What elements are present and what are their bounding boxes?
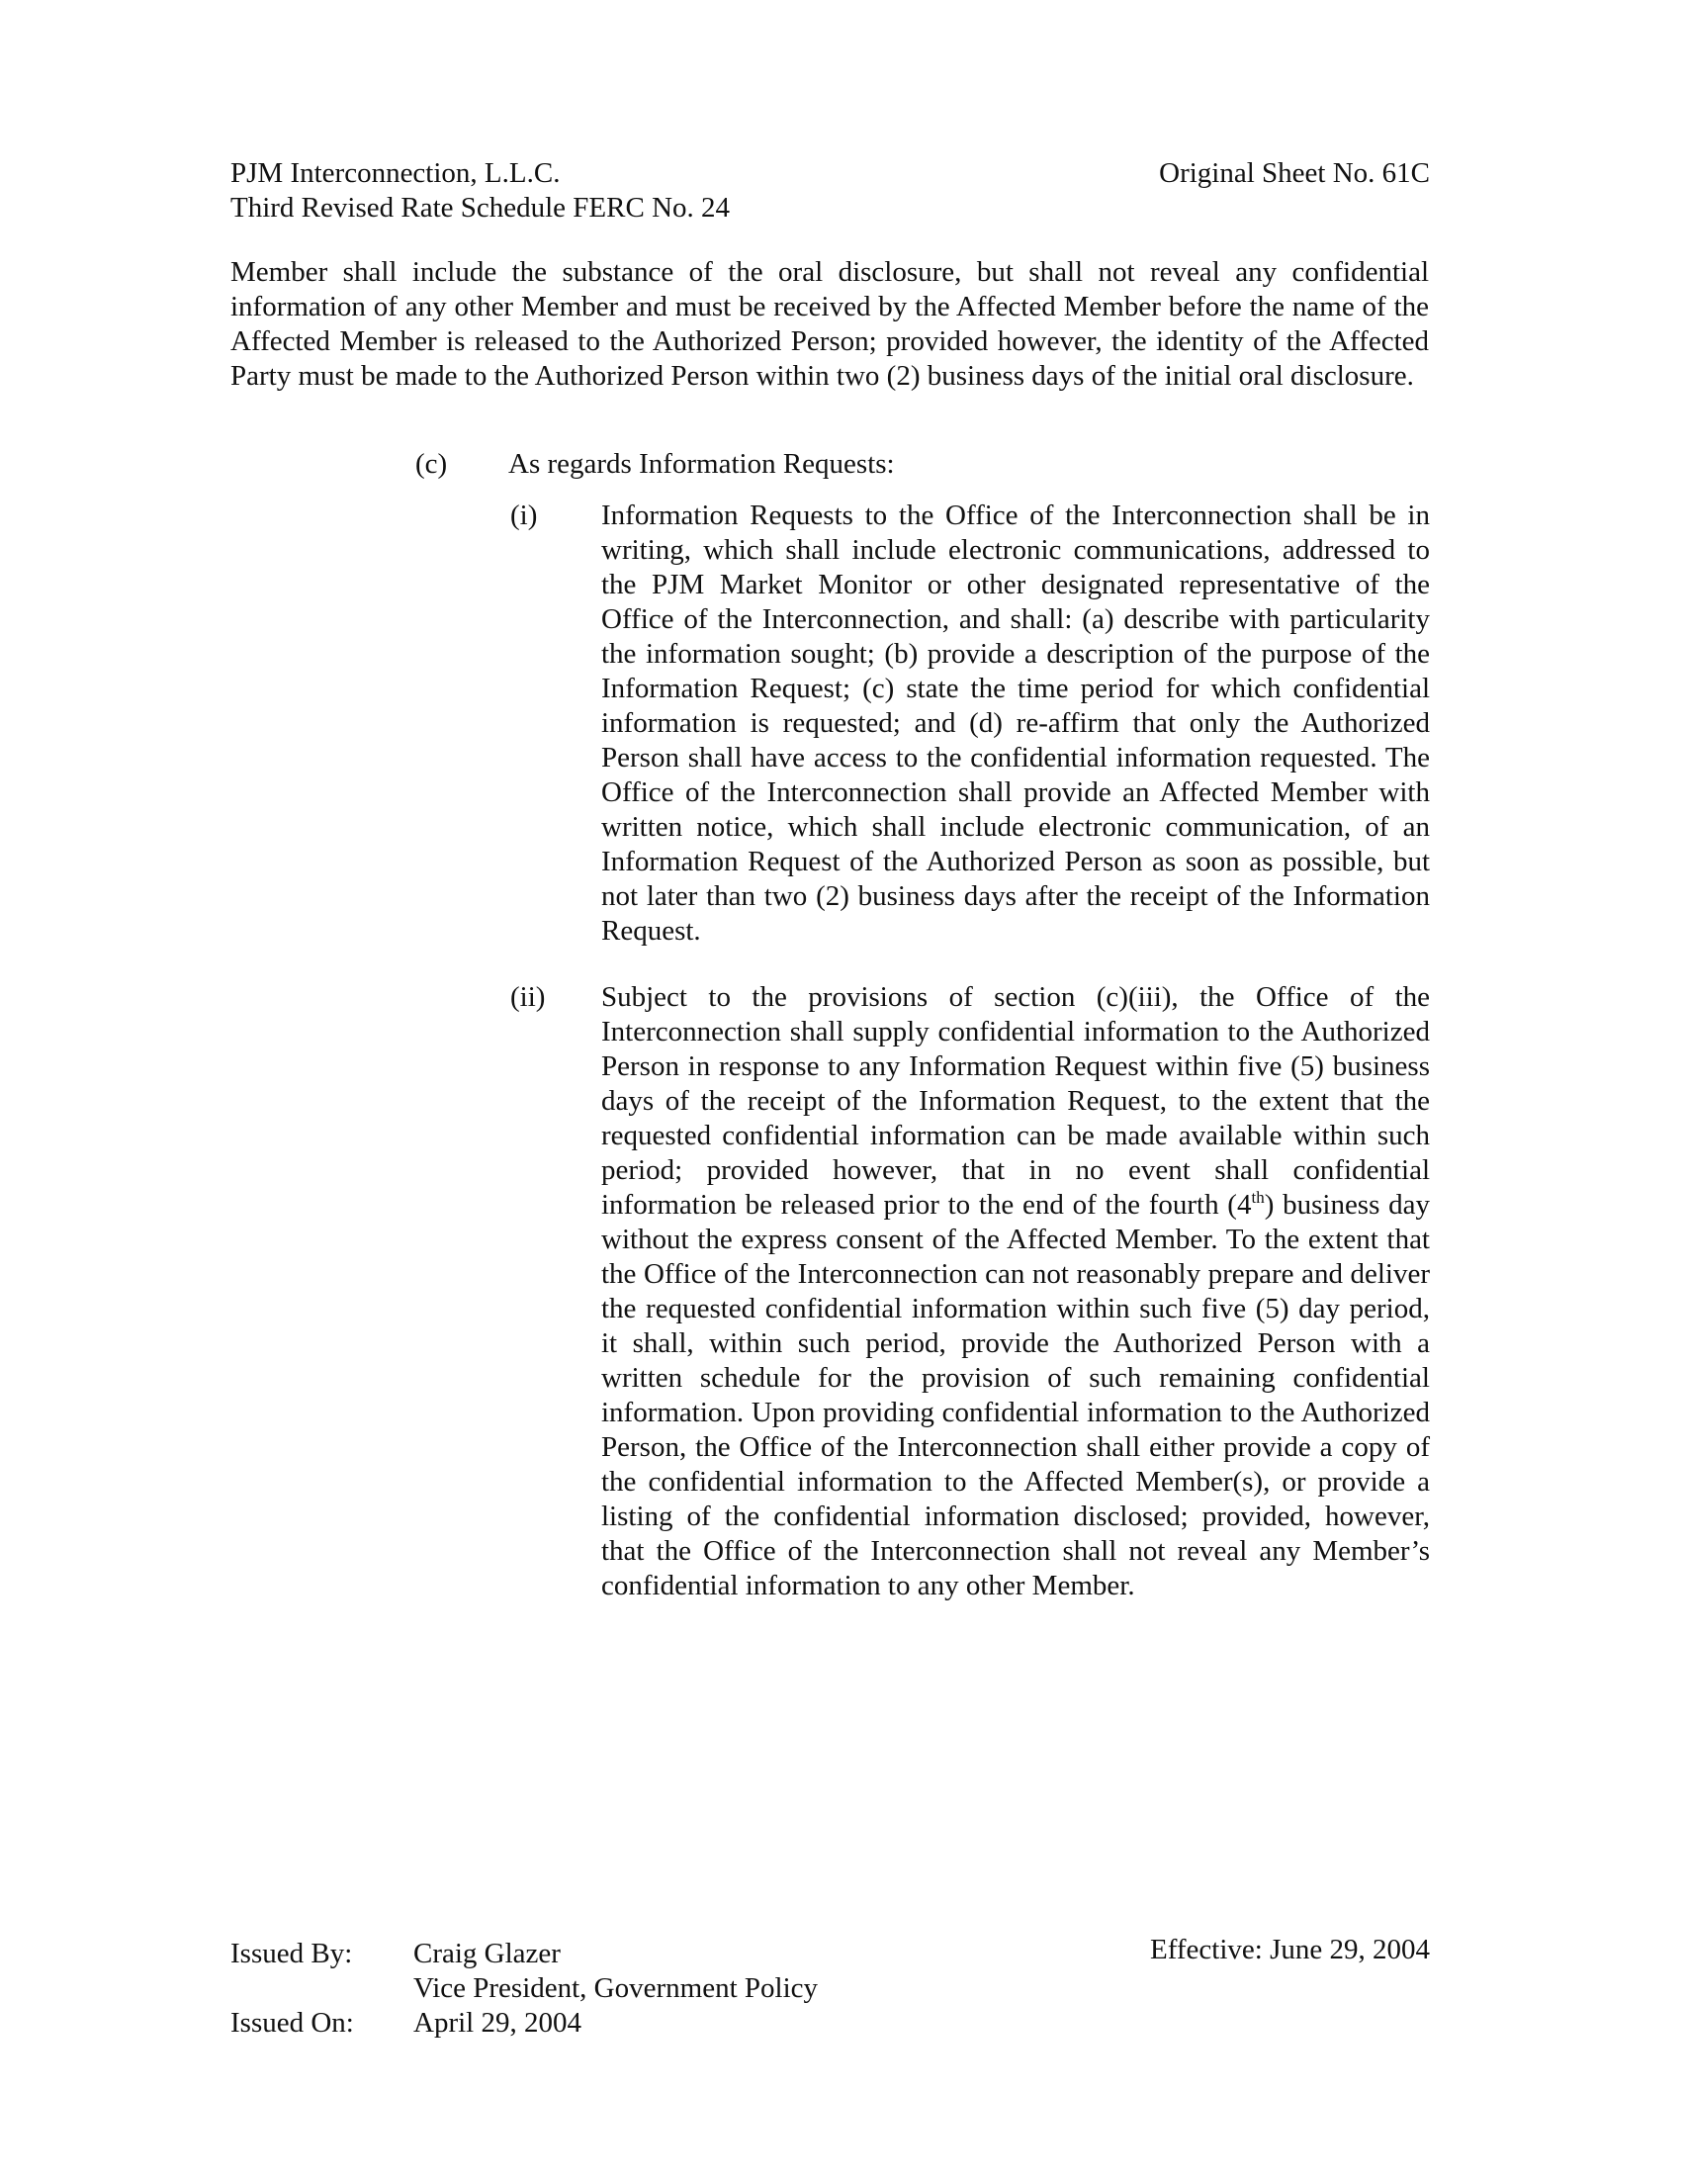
item-ii-text	[601, 980, 1430, 1603]
section-c-label: (c)	[415, 448, 448, 480]
issued-on-label: Issued On:	[230, 2007, 354, 2039]
rate-schedule: Third Revised Rate Schedule FERC No. 24	[230, 192, 731, 224]
issued-on-date: April 29, 2004	[413, 2007, 581, 2039]
item-ii-label: (ii)	[510, 981, 546, 1013]
item-ii-text-part1: Subject to the provisions of section (c)(iii), the Office of the Interconnection shall supply confidential information to the Authorized Person in response to any Information Request within five (5) business days of the receipt of the Information Request, to the extent that the requested confidential information can be made available within such period; provided however, that in no event shall confidential information be released prior to the end of the fourth (4	[601, 981, 1430, 1221]
item-ii-text-part2: ) business day without the express consent of the Affected Member. To the extent that the Office of the Interconnection can not reasonably prepare and deliver the requested confidential information within such five (5) day period, it shall, within such period, provide the Authorized Person with a written schedule for the provision of such remaining confidential information. Upon providing confidential information to the Authorized Person, the Office of the Interconnection shall either provide a copy of the confidential information to the Affected Member(s), or provide a listing of the confidential information disclosed; provided, however, that the Office of the Interconnection shall not reveal any Member’s confidential information to any other Member.	[601, 1189, 1430, 1601]
issued-by-label: Issued By:	[230, 1938, 353, 1969]
issued-by-name: Craig Glazer	[413, 1938, 561, 1969]
issued-by-title: Vice President, Government Policy	[413, 1972, 819, 2004]
item-ii-superscript: th	[1251, 1188, 1265, 1207]
company-name: PJM Interconnection, L.L.C.	[230, 157, 561, 189]
item-i-label: (i)	[510, 500, 538, 531]
header-left	[230, 156, 1120, 226]
section-c-heading: As regards Information Requests:	[508, 448, 895, 480]
effective-date: Effective: June 29, 2004	[1150, 1934, 1430, 1965]
intro-paragraph: Member shall include the substance of the oral disclosure, but shall not reveal any confidential information of any other Member and must be received by the Affected Member before the name of the Affected Member is released to the Authorized Person; provided however, the identity of the Affected Party must be made to the Authorized Person within two (2) business days of the initial oral disclosure.	[230, 256, 1429, 392]
item-i-text: Information Requests to the Office of the Interconnection shall be in writing, which shall include electronic communications, addressed to the PJM Market Monitor or other designated representative of the Office of the Interconnection, and shall: (a) describe with particularity the information sought; (b) provide a description of the purpose of the Information Request; (c) state the time period for which confidential information is requested; and (d) re-affirm that only the Authorized Person shall have access to the confidential information requested. The Office of the Interconnection shall provide an Affected Member with written notice, which shall include electronic communication, of an Information Request of the Authorized Person as soon as possible, but not later than two (2) business days after the receipt of the Information Request.	[601, 500, 1430, 947]
sheet-number: Original Sheet No. 61C	[1159, 157, 1430, 189]
